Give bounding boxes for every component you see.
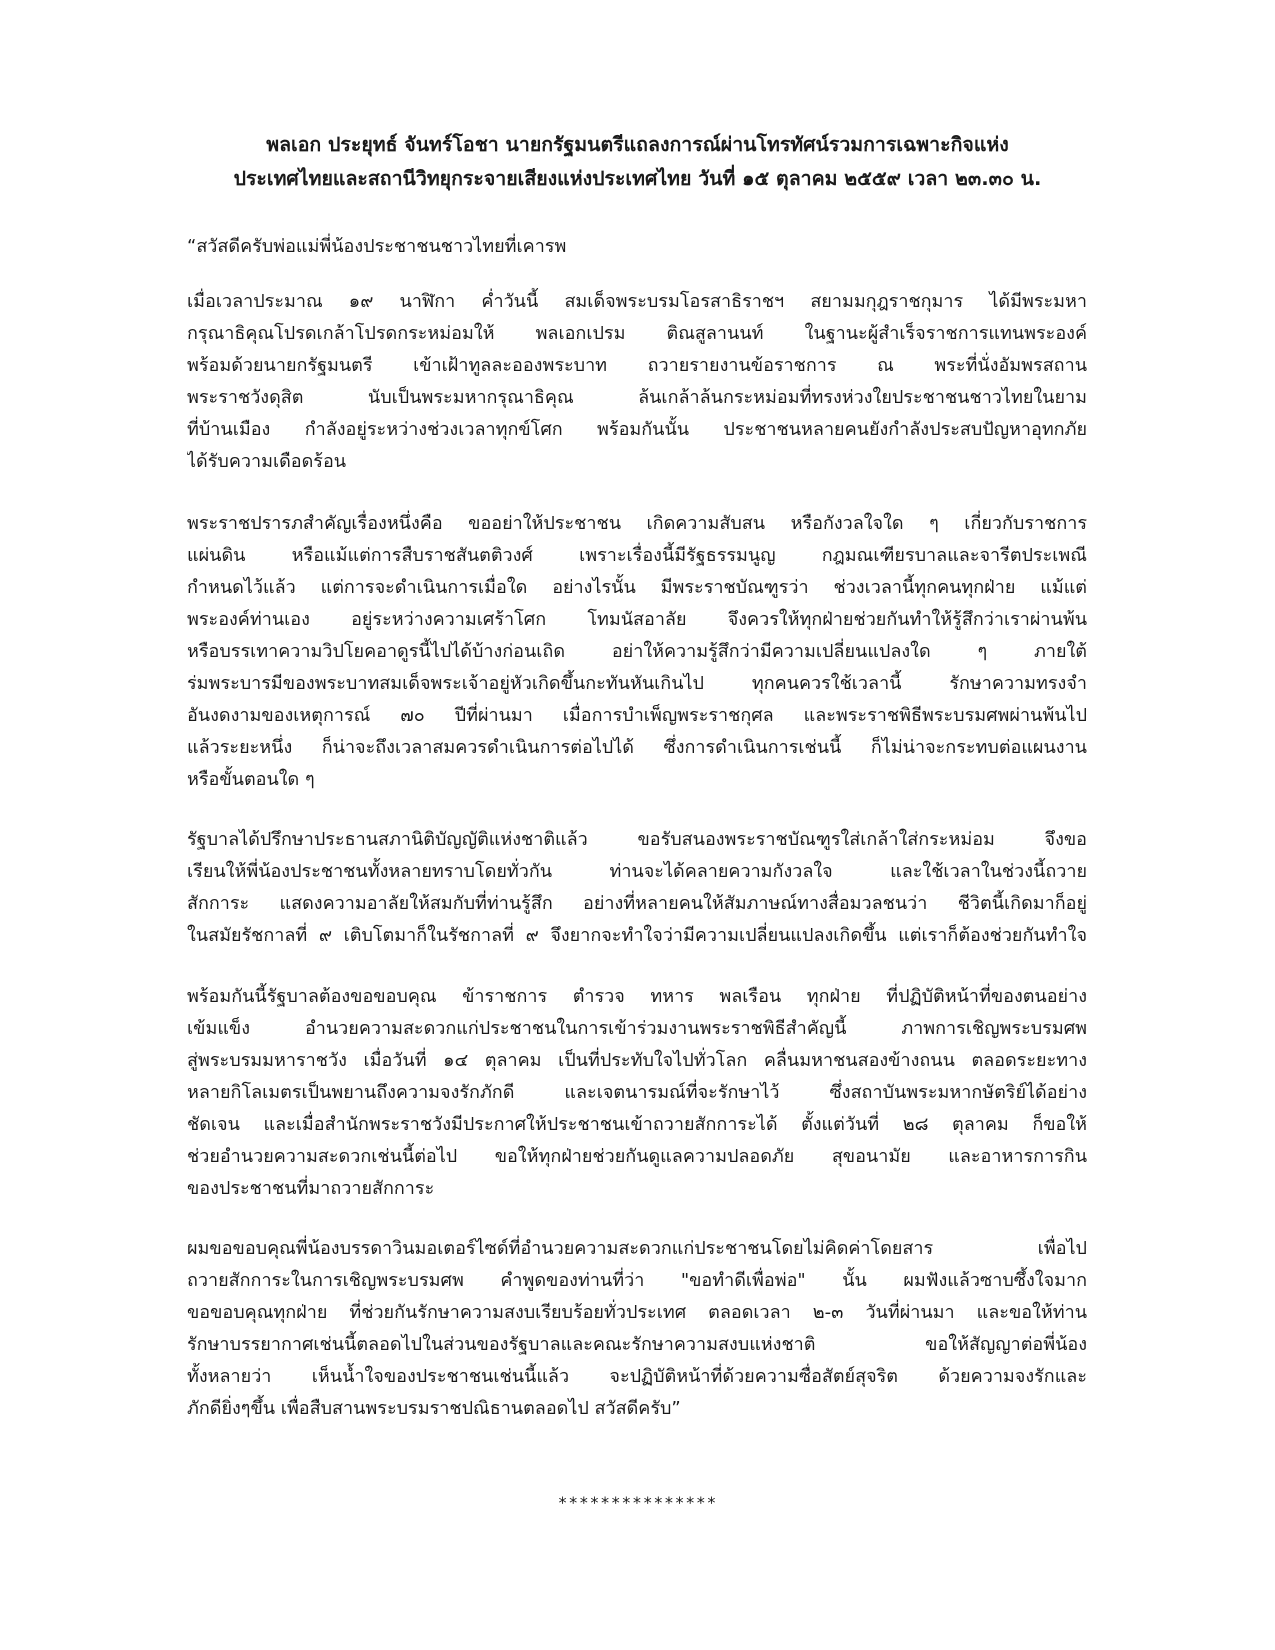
- paragraph-line: ขอขอบคุณทุกฝ่าย ที่ช่วยกันรักษาความสงบเรียบร้อยทั่วประเทศ ตลอดเวลา ๒-๓ วันที่ผ่านมา และขอให้ท่าน: [187, 1302, 1087, 1323]
- paragraph-line: ร่มพระบารมีของพระบาทสมเด็จพระเจ้าอยู่หัวเกิดขึ้นกะทันหันเกินไป ทุกคนควรใช้เวลานี้ รักษาความทรงจำ: [187, 673, 1087, 694]
- end-marker: ***************: [557, 1493, 718, 1512]
- paragraph-line: แผ่นดิน หรือแม้แต่การสืบราชสันตติวงศ์ เพราะเรื่องนี้มีรัฐธรรมนูญ กฎมณเฑียรบาลและจารีตประเพณี: [187, 545, 1087, 566]
- paragraph-line: สู่พระบรมมหาราชวัง เมื่อวันที่ ๑๔ ตุลาคม เป็นที่ประทับใจไปทั่วโลก คลื่นมหาชนสองข้างถนน ตลอดระยะทาง: [187, 1050, 1087, 1071]
- paragraph-line: กำหนดไว้แล้ว แต่การจะดำเนินการเมื่อใด อย่างไรนั้น มีพระราชบัณฑูรว่า ช่วงเวลานี้ทุกคนทุกฝ่าย แม้แต่: [187, 577, 1087, 598]
- greeting-line: “สวัสดีครับพ่อแม่พี่น้องประชาชนชาวไทยที่เคารพ: [187, 236, 567, 257]
- paragraph-line: ได้รับความเดือดร้อน: [187, 451, 347, 472]
- paragraph-line: อันงดงามของเหตุการณ์ ๗๐ ปีที่ผ่านมา เมื่อการบำเพ็ญพระราชกุศล และพระราชพิธีพระบรมศพผ่านพ้นไป: [187, 705, 1087, 726]
- paragraph-line: ชัดเจน และเมื่อสำนักพระราชวังมีประกาศให้ประชาชนเข้าถวายสักการะได้ ตั้งแต่วันที่ ๒๘ ตุลาคม ก็ขอให้: [187, 1114, 1087, 1135]
- paragraph-line: พร้อมกันนี้รัฐบาลต้องขอขอบคุณ ข้าราชการ ตำรวจ ทหาร พลเรือน ทุกฝ่าย ที่ปฏิบัติหน้าที่ของตนอย่าง: [187, 986, 1087, 1007]
- paragraph-line: พระราชปรารภสำคัญเรื่องหนึ่งคือ ขออย่าให้ประชาชน เกิดความสับสน หรือกังวลใจใด ๆ เกี่ยวกับราชการ: [187, 513, 1087, 534]
- paragraph-line: เมื่อเวลาประมาณ ๑๙ นาฬิกา ค่ำวันนี้ สมเด็จพระบรมโอรสาธิราชฯ สยามมกุฎราชกุมาร ได้มีพระมหา: [187, 291, 1087, 312]
- title-line-2: ประเทศไทยและสถานีวิทยุกระจายเสียงแห่งประเทศไทย วันที่ ๑๕ ตุลาคม ๒๕๕๙ เวลา ๒๓.๓๐ น.: [233, 167, 1042, 190]
- paragraph-line: พระองค์ท่านเอง อยู่ระหว่างความเศร้าโศก โทมนัสอาลัย จึงควรให้ทุกฝ่ายช่วยกันทำให้รู้สึกว่าเราผ่านพ้น: [187, 609, 1087, 630]
- paragraph-line: เรียนให้พี่น้องประชาชนทั้งหลายทราบโดยทั่วกัน ท่านจะได้คลายความกังวลใจ และใช้เวลาในช่วงนี้ถวาย: [187, 861, 1087, 882]
- paragraph-line: สักการะ แสดงความอาลัยให้สมกับที่ท่านรู้สึก อย่างที่หลายคนให้สัมภาษณ์ทางสื่อมวลชนว่า ชีวิตนี้เกิดมาก็อยู่: [187, 893, 1087, 914]
- paragraph-line: พระราชวังดุสิต นับเป็นพระมหากรุณาธิคุณ ล้นเกล้าล้นกระหม่อมที่ทรงห่วงใยประชาชนชาวไทยในยาม: [187, 387, 1087, 408]
- paragraph-line: ถวายสักการะในการเชิญพระบรมศพ คำพูดของท่านที่ว่า "ขอทำดีเพื่อพ่อ" นั้น ผมฟังแล้วซาบซึ้งใจมาก: [187, 1270, 1087, 1291]
- paragraph-line: รักษาบรรยากาศเช่นนี้ตลอดไปในส่วนของรัฐบาลและคณะรักษาความสงบแห่งชาติ ขอให้สัญญาต่อพี่น้อง: [187, 1334, 1087, 1355]
- paragraph-line: เข้มแข็ง อำนวยความสะดวกแก่ประชาชนในการเข้าร่วมงานพระราชพิธีสำคัญนี้ ภาพการเชิญพระบรมศพ: [187, 1018, 1087, 1039]
- paragraph-line: ที่บ้านเมือง กำลังอยู่ระหว่างช่วงเวลาทุกข์โศก พร้อมกันนั้น ประชาชนหลายคนยังกำลังประสบปัญหาอุทกภัย: [187, 419, 1087, 440]
- paragraph-line: ทั้งหลายว่า เห็นน้ำใจของประชาชนเช่นนี้แล้ว จะปฏิบัติหน้าที่ด้วยความซื่อสัตย์สุจริต ด้วยความจงรักและ: [187, 1366, 1087, 1387]
- paragraph-line: แล้วระยะหนึ่ง ก็น่าจะถึงเวลาสมควรดำเนินการต่อไปได้ ซึ่งการดำเนินการเช่นนี้ ก็ไม่น่าจะกระทบต่อแผนงาน: [187, 737, 1087, 758]
- paragraph-line: ผมขอขอบคุณพี่น้องบรรดาวินมอเตอร์ไซด์ที่อำนวยความสะดวกแก่ประชาชนโดยไม่คิดค่าโดยสาร เพื่อไป: [187, 1238, 1087, 1259]
- paragraph-line: พร้อมด้วยนายกรัฐมนตรี เข้าเฝ้าทูลละอองพระบาท ถวายรายงานข้อราชการ ณ พระที่นั่งอัมพรสถาน: [187, 355, 1087, 376]
- paragraph-line: ของประชาชนที่มาถวายสักการะ: [187, 1178, 435, 1199]
- paragraph-line: หรือบรรเทาความวิปโยคอาดูรนี้ไปได้บ้างก่อนเถิด อย่าให้ความรู้สึกว่ามีความเปลี่ยนแปลงใด ๆ ภายใต้: [187, 641, 1087, 662]
- paragraph-line: กรุณาธิคุณโปรดเกล้าโปรดกระหม่อมให้ พลเอกเปรม ติณสูลานนท์ ในฐานะผู้สำเร็จราชการแทนพระองค์: [187, 323, 1087, 344]
- paragraph-line: รัฐบาลได้ปรึกษาประธานสภานิติบัญญัติแห่งชาติแล้ว ขอรับสนองพระราชบัณฑูรใส่เกล้าใส่กระหม่อม จึงขอ: [187, 829, 1087, 850]
- paragraph-line: หรือขั้นตอนใด ๆ: [187, 769, 315, 790]
- paragraph-line: ในสมัยรัชกาลที่ ๙ เติบโตมาก็ในรัชกาลที่ ๙ จึงยากจะทำใจว่ามีความเปลี่ยนแปลงเกิดขึ้น แต่เราก็ต้องช่วยกันทำใจ: [187, 925, 1087, 946]
- paragraph-line: ภักดียิ่งๆขึ้น เพื่อสืบสานพระบรมราชปณิธานตลอดไป สวัสดีครับ”: [187, 1398, 681, 1419]
- paragraph-line: หลายกิโลเมตรเป็นพยานถึงความจงรักภักดี และเจตนารมณ์ที่จะรักษาไว้ ซึ่งสถาบันพระมหากษัตริย์ได้อย่าง: [187, 1082, 1087, 1103]
- page-title: [150, 128, 1125, 196]
- title-line-1: พลเอก ประยุทธ์ จันทร์โอชา นายกรัฐมนตรีแถลงการณ์ผ่านโทรทัศน์รวมการเฉพาะกิจแห่ง: [266, 133, 1009, 156]
- paragraph-line: ช่วยอำนวยความสะดวกเช่นนี้ต่อไป ขอให้ทุกฝ่ายช่วยกันดูแลความปลอดภัย สุขอนามัย และอาหารการกิน: [187, 1146, 1087, 1167]
